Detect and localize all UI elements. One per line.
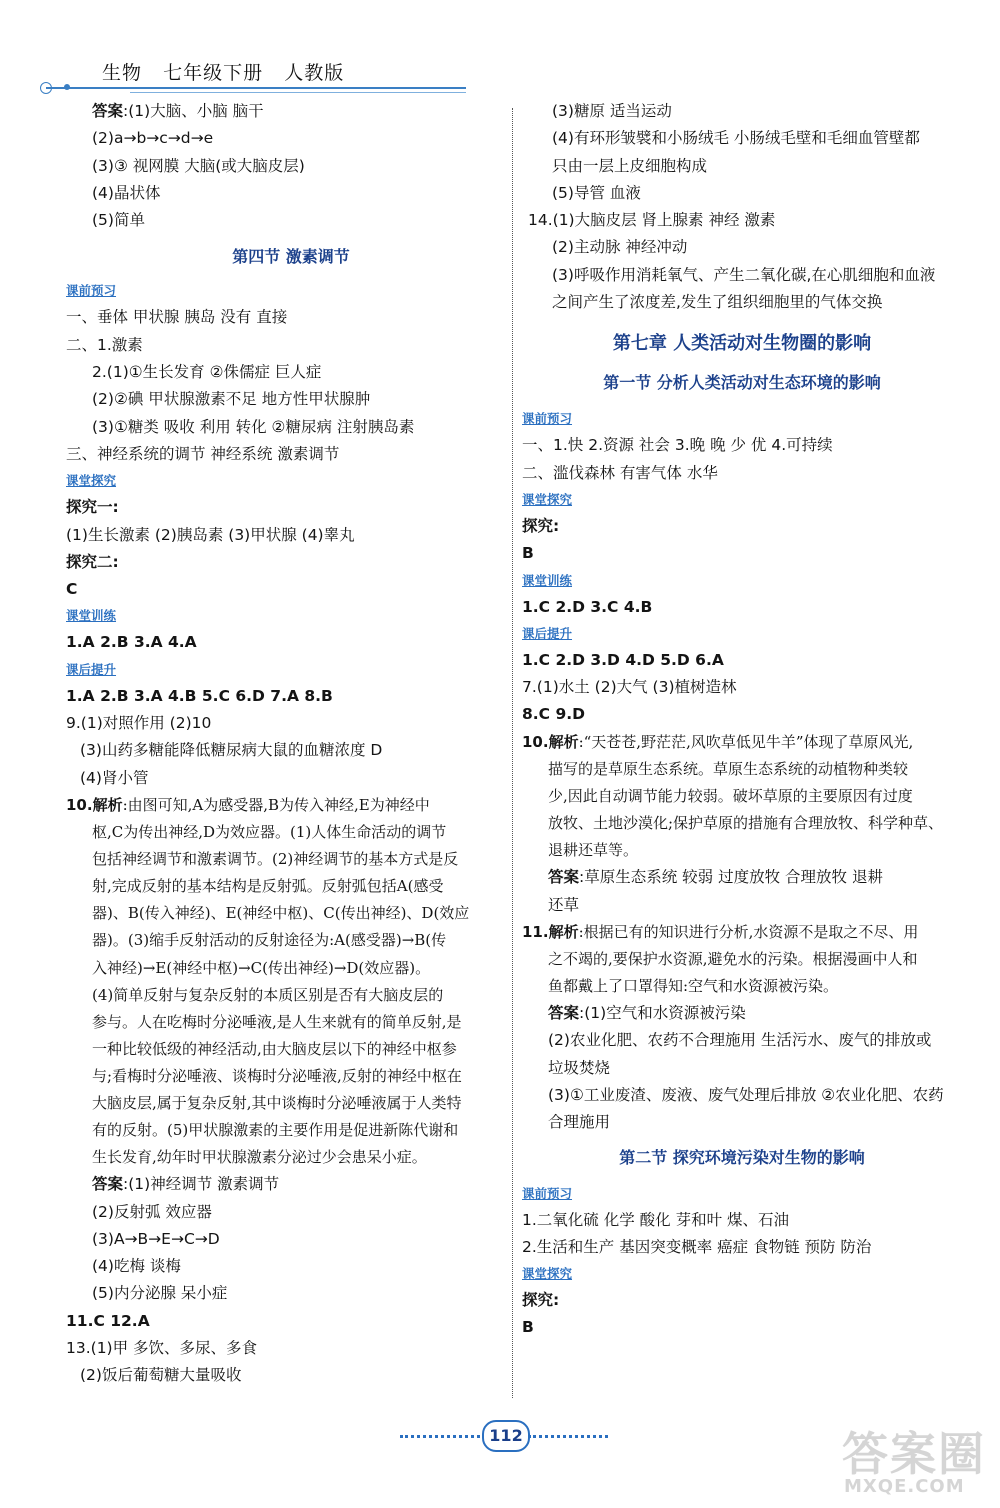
answer-line: (2)饭后葡萄糖大量吸收: [80, 1366, 242, 1385]
explanation-text: 描写的是草原生态系统。草原生态系统的动植物种类较: [548, 759, 909, 778]
answer-line: (5)内分泌腺 呆小症: [92, 1284, 228, 1303]
watermark-url-text: MXQE.COM: [844, 1476, 965, 1497]
section-tag: 课堂训练: [522, 572, 573, 588]
answer-line: (2)②碘 甲状腺激素不足 地方性甲状腺肿: [92, 390, 371, 409]
explanation-text: 鱼都戴上了口罩得知:空气和水资源被污染。: [548, 977, 839, 995]
answer-line: B: [522, 1318, 534, 1337]
section-tag: 课堂训练: [66, 608, 117, 624]
answer-line: 13.(1)甲 多饮、多尿、多食: [66, 1339, 258, 1358]
answer-line: C: [66, 580, 78, 599]
answer-line: 7.(1)水土 (2)大气 (3)植树造林: [522, 678, 737, 697]
explanation-text: (4)简单反射与复杂反射的本质区别是否有大脑皮层的: [92, 985, 444, 1004]
watermark-logo-text: 答案圈: [842, 1427, 986, 1481]
answer-line: 8.C 9.D: [522, 705, 585, 724]
explanation-paragraph: [522, 729, 962, 864]
right-column: [522, 98, 962, 1342]
answer-line: 探究:: [522, 516, 560, 535]
explanation-text: 有的反射。(5)甲状腺激素的主要作用是促进新陈代谢和: [92, 1121, 459, 1140]
section-tag: 课前预习: [522, 1185, 573, 1201]
answer-line: 1.A 2.B 3.A 4.A: [66, 633, 197, 652]
header-rule-thin: [130, 92, 466, 93]
answer-line: (1)生长激素 (2)胰岛素 (3)甲状腺 (4)睾丸: [66, 525, 355, 544]
section-tag: 课堂探究: [66, 473, 117, 489]
explanation-text: :根据已有的知识进行分析,水资源不是取之不尽、用: [578, 922, 919, 941]
section-heading: 第四节 激素调节: [232, 247, 350, 267]
explanation-text: 入神经)→E(神经中枢)→C(传出神经)→D(效应器)。: [92, 958, 431, 977]
answer-line: 二、1.激素: [66, 335, 143, 354]
explanation-text: :由图可知,A为感受器,B为传入神经,E为神经中: [122, 795, 430, 814]
answer-line: 答案:(1)空气和水资源被污染: [548, 1004, 746, 1023]
header-rule: [46, 87, 466, 89]
explanation-text: 参与。人在吃梅时分泌唾液,是人生来就有的简单反射,是: [92, 1012, 462, 1031]
answer-line: (2)主动脉 神经冲动: [552, 238, 688, 257]
explanation-text: 之不竭的,要保护水资源,避免水的污染。根据漫画中人和: [548, 949, 918, 968]
section-heading: 第二节 探究环境污染对生物的影响: [619, 1147, 865, 1167]
answer-line: 三、神经系统的调节 神经系统 激素调节: [66, 444, 340, 463]
answer-line: 2.(1)①生长发育 ②侏儒症 巨人症: [92, 363, 322, 382]
explanation-text: 生长发育,幼年时甲状腺激素分泌过少会患呆小症。: [92, 1148, 427, 1167]
answer-line: 一、1.快 2.资源 社会 3.晚 晚 少 优 4.可持续: [522, 436, 833, 455]
explanation-paragraph: [66, 792, 496, 1171]
page-number-ornament-left: [400, 1435, 480, 1438]
answer-line: 1.C 2.D 3.D 4.D 5.D 6.A: [522, 650, 724, 669]
answer-line: 二、滥伐森林 有害气体 水华: [522, 463, 718, 482]
answer-line: (3)山药多糖能降低糖尿病大鼠的血糖浓度 D: [80, 741, 383, 760]
explanation-text: 退耕还草等。: [548, 841, 639, 860]
explanation-text: 少,因此自动调节能力较弱。破坏草原的主要原因有过度: [548, 786, 913, 805]
answer-line: (2)农业化肥、农药不合理施用 生活污水、废气的排放或: [548, 1031, 932, 1050]
answer-line: (5)导管 血液: [552, 183, 641, 202]
explanation-text: 与;看梅时分泌唾液、谈梅时分泌唾液,反射的神经中枢在: [92, 1066, 462, 1085]
answer-line: 一、垂体 甲状腺 胰岛 没有 直接: [66, 308, 288, 327]
answer-line: (4)肾小管: [80, 768, 149, 787]
section-tag: 课后提升: [522, 625, 573, 641]
answer-line: (3)①工业废渣、废液、废气处理后排放 ②农业化肥、农药: [548, 1085, 944, 1104]
answer-line: (3)A→B→E→C→D: [92, 1229, 220, 1248]
answer-line: 答案:(1)神经调节 激素调节: [92, 1175, 280, 1194]
explanation-text: 大脑皮层,属于复杂反射,其中谈梅时分泌唾液属于人类特: [92, 1093, 462, 1112]
answer-line: (4)晶状体: [92, 183, 161, 202]
explanation-text: 放牧、土地沙漠化;保护草原的措施有合理放牧、科学种草、: [548, 814, 944, 833]
answer-line: 垃圾焚烧: [548, 1058, 611, 1077]
answer-line: (5)简单: [92, 211, 145, 230]
answer-line: 探究一:: [66, 498, 119, 517]
site-watermark-logo: [842, 1418, 992, 1502]
explanation-text: 器)、B(传入神经)、E(神经中枢)、C(传出神经)、D(效应: [92, 904, 470, 923]
answer-line: 11.C 12.A: [66, 1311, 150, 1330]
page-number-ornament-right: [528, 1435, 608, 1438]
answer-line: (2)反射弧 效应器: [92, 1202, 212, 1221]
answer-line: 14.(1)大脑皮层 肾上腺素 神经 激素: [528, 211, 776, 230]
answer-line: 1.C 2.D 3.C 4.B: [522, 597, 653, 616]
answer-line: 9.(1)对照作用 (2)10: [66, 714, 212, 733]
explanation-text: 枢,C为传出神经,D为效应器。(1)人体生命活动的调节: [92, 823, 447, 842]
answer-line: 2.生活和生产 基因突变概率 癌症 食物链 预防 防治: [522, 1237, 872, 1256]
section-heading: 第一节 分析人类活动对生态环境的影响: [603, 373, 881, 393]
section-tag: 课前预习: [522, 411, 573, 427]
answer-line: 1.A 2.B 3.A 4.B 5.C 6.D 7.A 8.B: [66, 686, 333, 705]
answer-line: 合理施用: [548, 1113, 611, 1132]
page-number: 112: [482, 1420, 530, 1452]
column-divider: [512, 108, 513, 1398]
answer-line: (2)a→b→c→d→e: [92, 129, 214, 148]
explanation-text: :“天苍苍,野茫茫,风吹草低见牛羊”体现了草原风光,: [578, 732, 914, 751]
explanation-paragraph: [522, 919, 962, 1000]
answer-line: (3)③ 视网膜 大脑(或大脑皮层): [92, 156, 305, 175]
answer-line: (4)吃梅 谈梅: [92, 1257, 181, 1276]
section-tag: 课堂探究: [522, 1266, 573, 1282]
answer-line: (4)有环形皱襞和小肠绒毛 小肠绒毛壁和毛细血管壁都: [552, 129, 920, 148]
explanation-label: 11.解析: [522, 922, 579, 941]
explanation-text: 射,完成反射的基本结构是反射弧。反射弧包括A(感受: [92, 877, 444, 896]
answer-line: 之间产生了浓度差,发生了组织细胞里的气体交换: [552, 293, 883, 312]
explanation-text: 器)。(3)缩手反射活动的反射途径为:A(感受器)→B(传: [92, 931, 447, 950]
answer-line: B: [522, 544, 534, 563]
answer-line: 答案:(1)大脑、小脑 脑干: [92, 102, 264, 120]
answer-line: 探究:: [522, 1291, 560, 1310]
explanation-label: 10.解析: [66, 795, 123, 814]
chapter-heading: 第七章 人类活动对生物圈的影响: [612, 333, 872, 355]
explanation-text: 一种比较低级的神经活动,由大脑皮层以下的神经中枢参: [92, 1039, 457, 1058]
answer-line: 只由一层上皮细胞构成: [552, 156, 708, 175]
left-column: [66, 98, 496, 1390]
answer-line: (3)①糖类 吸收 利用 转化 ②糖尿病 注射胰岛素: [92, 417, 415, 436]
section-tag: 课堂探究: [522, 491, 573, 507]
answer-line: 探究二:: [66, 552, 119, 571]
book-title: 生物 七年级下册 人教版: [102, 62, 345, 84]
page-header: [40, 52, 470, 102]
section-tag: 课后提升: [66, 661, 117, 677]
section-tag: 课前预习: [66, 283, 117, 299]
answer-line: (3)呼吸作用消耗氧气、产生二氧化碳,在心肌细胞和血液: [552, 265, 936, 284]
answer-line: 答案:草原生态系统 较弱 过度放牧 合理放牧 退耕: [548, 868, 883, 887]
explanation-label: 10.解析: [522, 732, 579, 751]
explanation-text: 包括神经调节和激素调节。(2)神经调节的基本方式是反: [92, 850, 459, 869]
answer-line: 还草: [548, 895, 580, 914]
answer-line: 1.二氧化硫 化学 酸化 芽和叶 煤、石油: [522, 1210, 789, 1229]
answer-line: (3)糖原 适当运动: [552, 102, 672, 120]
